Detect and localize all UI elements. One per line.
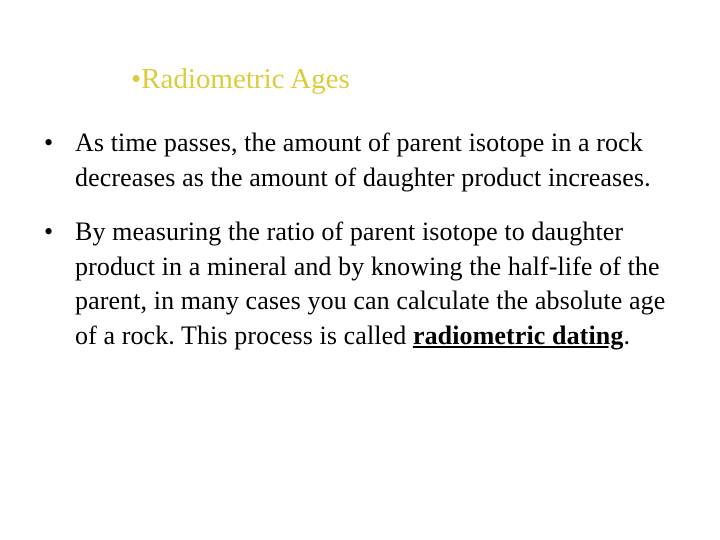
bullet-text: As time passes, the amount of parent isotope in a rock decreases as the amount of daughter product increases. xyxy=(75,128,651,192)
bullet-text: By measuring the ratio of parent isotope to daughter product in a mineral and by knowing the half-life of the parent, in many cases you can calculate the absolute age of a rock. This process is called xyxy=(75,217,666,350)
key-term: radiometric dating xyxy=(412,320,624,350)
bullet-item xyxy=(44,215,684,353)
bullet-list xyxy=(44,126,684,353)
bullet-text-end: . xyxy=(623,320,631,350)
bullet-item xyxy=(44,126,684,195)
bullet-mark: • xyxy=(44,217,54,246)
slide-title: •Radiometric Ages xyxy=(131,63,350,95)
bullet-mark: • xyxy=(44,128,54,157)
